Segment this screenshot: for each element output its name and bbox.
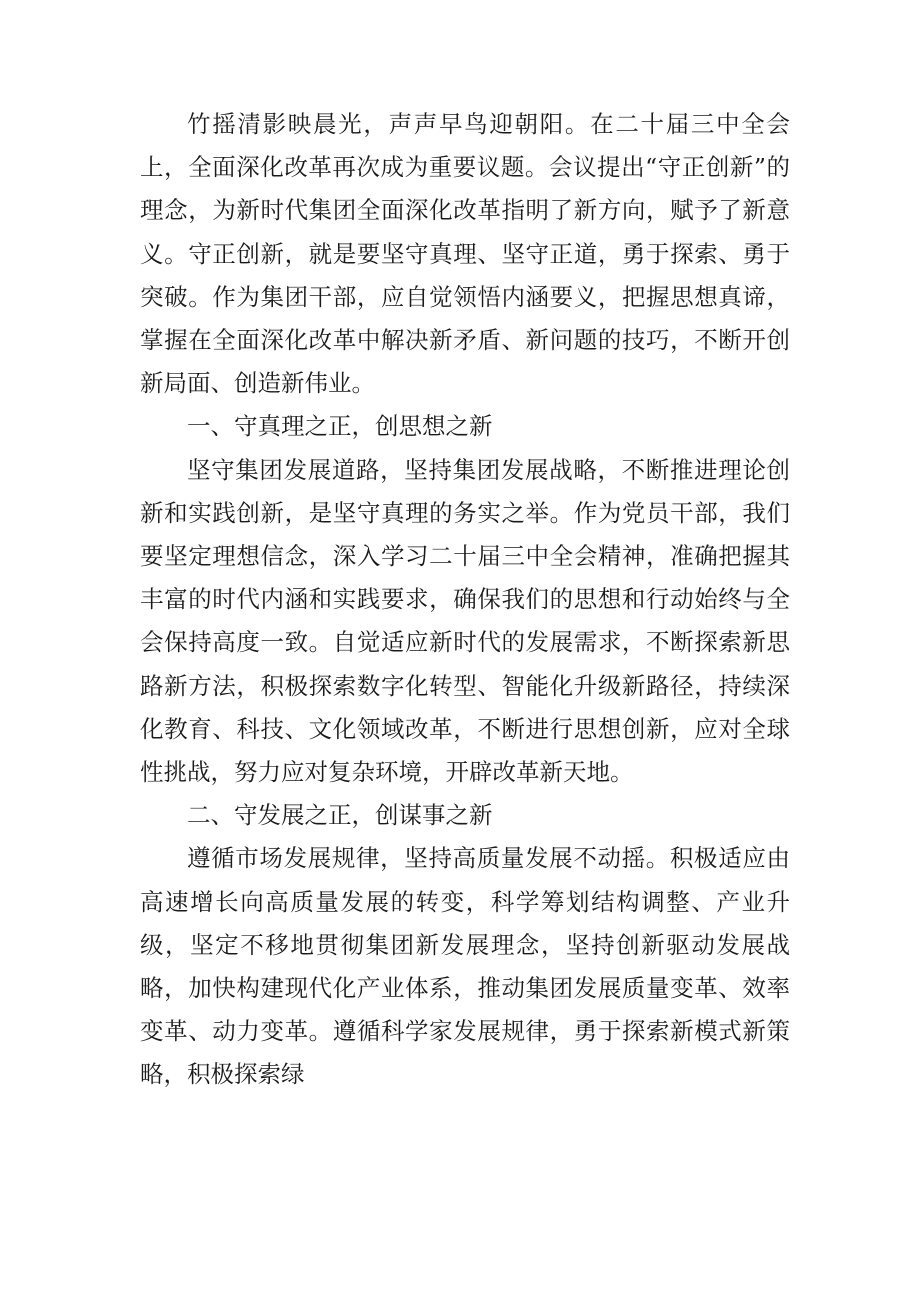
section-paragraph-1: 坚守集团发展道路，坚持集团发展战略，不断推进理论创新和实践创新，是坚守真理的务实之举。作为党员干部，我们要坚定理想信念，深入学习二十届三中全会精神，准确把握其丰富的时代内涵和实践要求，确保我们的思想和行动始终与全会保持高度一致。自觉适应新时代的发展需求，不断探索新思路新方法，积极探索数字化转型、智能化升级新路径，持续深化教育、科技、文化领域改革，不断进行思想创新，应对全球性挑战，努力应对复杂环境，开辟改革新天地。 [140,455,790,787]
document-body [140,103,790,1097]
section-paragraph-2: 遵循市场发展规律，坚持高质量发展不动摇。积极适应由高速增长向高质量发展的转变，科学筹划结构调整、产业升级，坚定不移地贯彻集团新发展理念，坚持创新驱动发展战略，加快构建现代化产业体系，推动集团发展质量变革、效率变革、动力变革。遵循科学家发展规律，勇于探索新模式新策略，积极探索绿 [140,844,790,1089]
section-heading-1: 一、守真理之正，创思想之新 [187,412,493,441]
section-heading-2: 二、守发展之正，创谋事之新 [187,801,493,830]
intro-paragraph: 竹摇清影映晨光，声声早鸟迎朝阳。在二十届三中全会上，全面深化改革再次成为重要议题。会议提出“守正创新”的理念，为新时代集团全面深化改革指明了新方向，赋予了新意义。守正创新，就是要坚守真理、坚守正道，勇于探索、勇于突破。作为集团干部，应自觉领悟内涵要义，把握思想真谛，掌握在全面深化改革中解决新矛盾、新问题的技巧，不断开创新局面、创造新伟业。 [140,110,790,398]
